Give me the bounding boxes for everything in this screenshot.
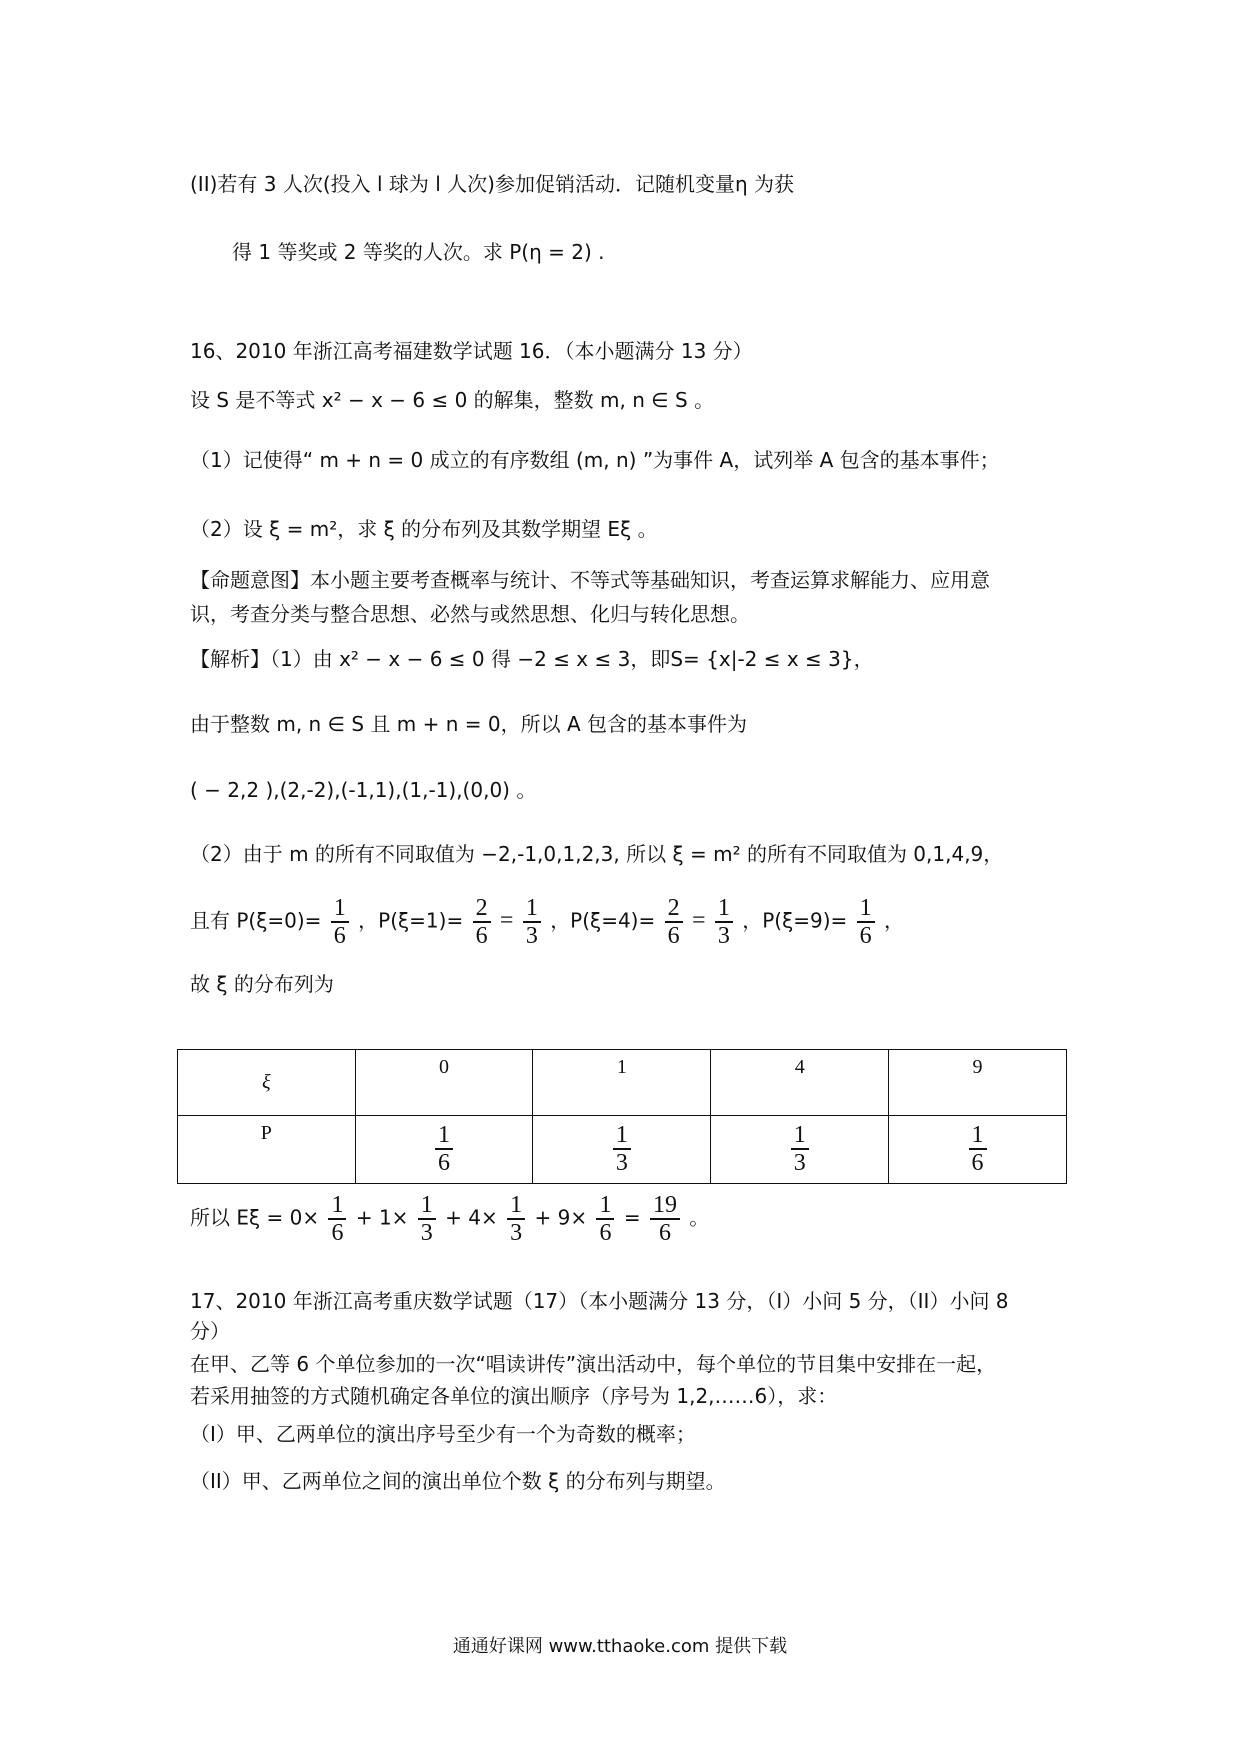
fraction (665, 895, 683, 949)
denominator: 6 (438, 1150, 450, 1176)
fraction (650, 1192, 680, 1246)
solution-line: （2）由于 m 的所有不同取值为 −2,-1,0,1,2,3, 所以 ξ = m² 的所有不同取值为 0,1,4,9， (190, 842, 1004, 866)
fraction (523, 895, 541, 949)
numerator: 1 (791, 1122, 809, 1150)
table-cell: 0 (355, 1050, 533, 1116)
problem-heading: 16、2010 年浙江高考福建数学试题 16．（本小题满分 13 分） (190, 339, 753, 363)
text-line: 分） (190, 1319, 230, 1343)
text-line: 识，考查分类与整合思想、必然与或然思想、化归与转化思想。 (190, 602, 750, 626)
table-cell (355, 1116, 533, 1184)
denominator: 6 (599, 1220, 612, 1246)
problem-heading: 17、2010 年浙江高考重庆数学试题（17）（本小题满分 13 分，（I）小问 5 分，（II）小问 8 (190, 1289, 1009, 1313)
denominator: 3 (793, 1150, 806, 1176)
denominator: 6 (658, 1220, 671, 1246)
text-line: 【命题意图】本小题主要考查概率与统计、不等式等基础知识，考查运算求解能力、应用意 (190, 568, 990, 592)
page-footer: 通通好课网 www.tthaoke.com 提供下载 (452, 1636, 788, 1657)
text-line: 设 S 是不等式 x² − x − 6 ≤ 0 的解集，整数 m, n ∈ S 。 (190, 388, 715, 412)
denominator: 3 (615, 1150, 628, 1176)
text-line: 在甲、乙等 6 个单位参加的一次“唱读讲传”演出活动中，每个单位的节目集中安排在一起， (190, 1352, 997, 1376)
fraction (473, 895, 491, 949)
numerator: 1 (328, 1192, 346, 1220)
text-seg: 。 (689, 1205, 710, 1230)
numerator: 1 (715, 895, 733, 923)
denominator: 6 (971, 1150, 984, 1176)
solution-line: 由于整数 m, n ∈ S 且 m + n = 0，所以 A 包含的基本事件为 (190, 712, 748, 736)
text-seg: ， (884, 908, 905, 933)
fraction (969, 1122, 987, 1176)
table-cell: 1 (533, 1050, 711, 1116)
table-row (178, 1116, 1067, 1184)
text-line: （1）记使得“ m + n = 0 成立的有序数组 (m, n) ”为事件 A，试列举 A 包含的基本事件； (190, 448, 1000, 472)
table-cell: 4 (711, 1050, 889, 1116)
numerator: 2 (665, 895, 683, 923)
denominator: 6 (331, 1220, 344, 1246)
numerator: 1 (418, 1192, 436, 1220)
fraction (613, 1122, 631, 1176)
text-line: 故 ξ 的分布列为 (190, 972, 334, 996)
denominator: 3 (525, 923, 538, 949)
table-cell (711, 1116, 889, 1184)
denominator: 3 (420, 1220, 433, 1246)
text-seg: ，P(ξ=1)= (358, 908, 464, 933)
fraction (418, 1192, 436, 1246)
solution-line: ( − 2,2 ),(2,-2),(-1,1),(1,-1),(0,0) 。 (190, 778, 537, 802)
text-line: 若采用抽签的方式随机确定各单位的演出顺序（序号为 1,2,……6），求： (190, 1384, 838, 1408)
expectation-line (190, 1192, 709, 1246)
fraction (435, 1122, 453, 1176)
table-cell (889, 1116, 1067, 1184)
fraction (857, 895, 875, 949)
numerator: 1 (435, 1122, 453, 1150)
denominator: 6 (667, 923, 680, 949)
table-row (178, 1050, 1067, 1116)
denominator: 6 (333, 923, 346, 949)
numerator: 1 (331, 895, 349, 923)
text-seg: + 1× (355, 1205, 409, 1230)
distribution-table (177, 1049, 1067, 1184)
numerator: 1 (613, 1122, 631, 1150)
numerator: 1 (969, 1122, 987, 1150)
numerator: 1 (857, 895, 875, 923)
text-seg: 所以 Eξ = 0× (190, 1205, 320, 1230)
table-cell (533, 1116, 711, 1184)
text-line: （2）设 ξ = m²，求 ξ 的分布列及其数学期望 Eξ 。 (190, 517, 658, 541)
text-seg: + 4× (445, 1205, 498, 1230)
text-seg: 且有 P(ξ=0)= (190, 908, 322, 933)
fraction (507, 1192, 525, 1246)
text-seg: + 9× (534, 1205, 588, 1230)
numerator: 19 (650, 1192, 680, 1220)
fraction (596, 1192, 614, 1246)
denominator: 6 (475, 923, 488, 949)
numerator: 2 (473, 895, 491, 923)
solution-line: 【解析】（1）由 x² − x − 6 ≤ 0 得 −2 ≤ x ≤ 3，即S= {x|-2 ≤ x ≤ 3}， (190, 647, 874, 671)
numerator: 1 (523, 895, 541, 923)
text-seg: ，P(ξ=4)= (550, 908, 656, 933)
numerator: 1 (507, 1192, 525, 1220)
fraction (791, 1122, 809, 1176)
text-line: (II)若有 3 人次(投入 l 球为 l 人次)参加促销活动．记随机变量η 为获 (190, 172, 795, 196)
probability-line: 且有 P(ξ=0)= $\frac{1}{6}$ ，P(ξ=1)= $\frac{2}{6}$ = $\frac{1}{3}$ ，P(ξ=4)= $\frac{2}{6}$ = $\frac{1}{3}$ ，P(ξ=9)= $\frac{1}{6}$ ， (190, 895, 905, 949)
denominator: 3 (717, 923, 730, 949)
text-seg: ，P(ξ=9)= (742, 908, 848, 933)
fraction (331, 895, 349, 949)
text-line: （I）甲、乙两单位的演出序号至少有一个为奇数的概率； (190, 1422, 696, 1446)
denominator: 3 (510, 1220, 523, 1246)
fraction (328, 1192, 346, 1246)
text-seg: = (623, 1205, 641, 1230)
table-cell: 9 (889, 1050, 1067, 1116)
numerator: 1 (596, 1192, 614, 1220)
table-cell: P (178, 1116, 356, 1184)
text-line: （II）甲、乙两单位之间的演出单位个数 ξ 的分布列与期望。 (190, 1469, 726, 1493)
text-line: 得 1 等奖或 2 等奖的人次。求 P(η = 2) . (232, 240, 605, 264)
table-cell: ξ (178, 1050, 356, 1116)
denominator: 6 (859, 923, 872, 949)
fraction (715, 895, 733, 949)
